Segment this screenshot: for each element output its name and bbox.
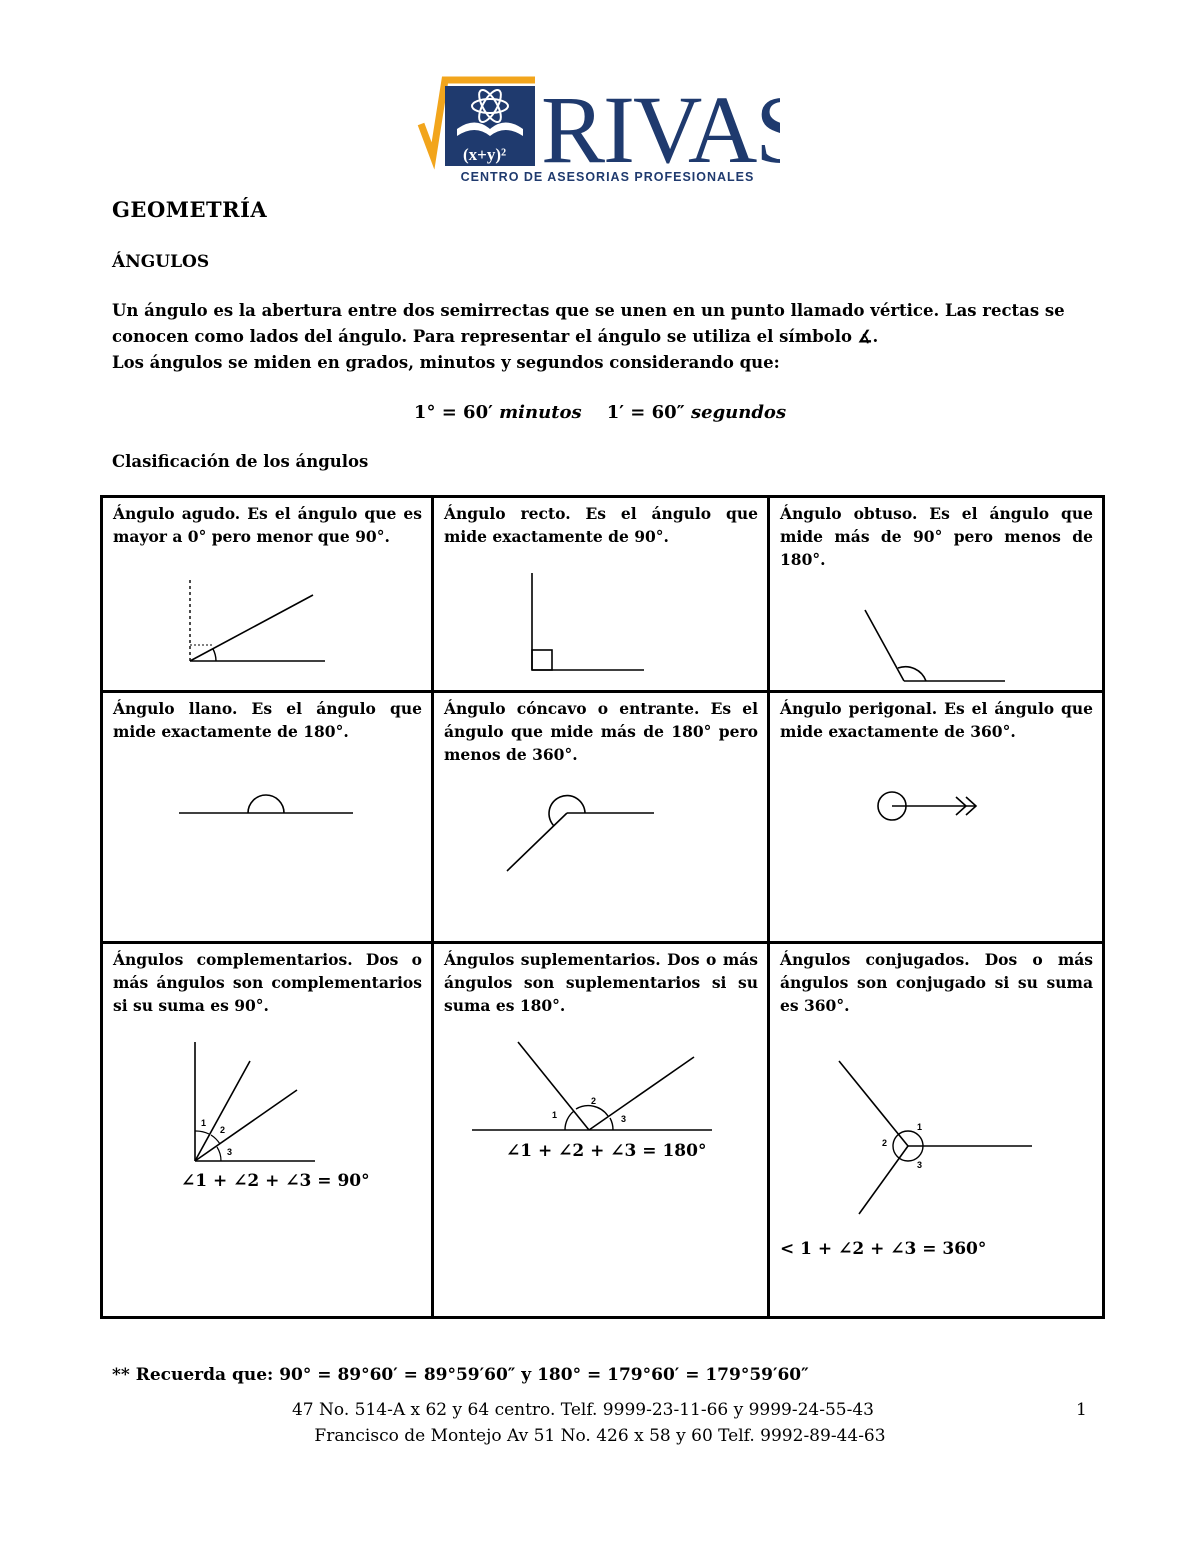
- angle-label-2: 2: [591, 1095, 597, 1106]
- angle-label-1: 1: [917, 1121, 923, 1132]
- logo-brand: RIVA: [541, 76, 756, 174]
- formula-unit-2: segundos: [691, 402, 787, 423]
- perigonal-text: Ángulo perigonal. Es el ángulo que mide exactamente de 360°.: [780, 698, 1093, 741]
- angle-label-2: 2: [220, 1124, 226, 1135]
- angle-label-3: 3: [227, 1146, 233, 1157]
- cell-recto: [433, 497, 769, 692]
- right-angle-figure: [434, 498, 770, 692]
- acute-angle-figure: [103, 498, 434, 692]
- logo-formula: (x+y)²: [463, 145, 507, 164]
- supplementary-angles-figure: [434, 944, 770, 1318]
- recto-text: Ángulo recto. Es el ángulo que mide exactamente de 90°.: [444, 504, 758, 546]
- intro-line-2: Los ángulos se miden en grados, minutos y segundos considerando que:: [112, 353, 780, 372]
- full-angle-figure: [770, 693, 1105, 943]
- complementary-angles-figure: [103, 944, 434, 1318]
- llano-text: Ángulo llano. Es el ángulo que mide exactamente de 180°.: [113, 698, 422, 741]
- rivas-logo-graphic: [415, 74, 780, 174]
- cell-obtuso: [769, 497, 1104, 692]
- classification-heading: Clasificación de los ángulos: [112, 452, 369, 471]
- angle-label-3: 3: [621, 1113, 627, 1124]
- logo-subtitle: CENTRO DE ASESORIAS PROFESIONALES: [460, 170, 755, 184]
- reflex-angle-figure: [434, 693, 770, 943]
- straight-angle-figure: [103, 693, 434, 943]
- cell-conjugados: [769, 942, 1104, 1317]
- angle-label-1: 1: [201, 1117, 207, 1128]
- footer-address-2: Francisco de Montejo Av 51 No. 426 x 58 y 60 Telf. 9992-89-44-63: [314, 1426, 886, 1446]
- formula-part-1: 1° = 60′: [413, 402, 493, 423]
- obtuso-text: Ángulo obtuso. Es el ángulo que mide más de 90° pero menos de 180°.: [780, 504, 1093, 569]
- suplementarios-equation: ∠1 + ∠2 + ∠3 = 180°: [506, 1140, 707, 1161]
- conjugados-equation: < 1 + ∠2 + ∠3 = 360°: [780, 1238, 987, 1259]
- cell-agudo: [102, 497, 433, 692]
- complementarios-equation: ∠1 + ∠2 + ∠3 = 90°: [181, 1170, 370, 1191]
- angle-label-2: 2: [882, 1137, 888, 1148]
- angle-label-3: 3: [917, 1159, 923, 1170]
- conversion-formula: [0, 402, 1200, 423]
- cell-suplementarios: [433, 942, 769, 1317]
- page-number: 1: [1076, 1400, 1087, 1420]
- footer-address-1: 47 No. 514-A x 62 y 64 centro. Telf. 9999-23-11-66 y 9999-24-55-43: [291, 1400, 875, 1420]
- cell-llano: [102, 691, 433, 942]
- section-title: ÁNGULOS: [112, 252, 210, 272]
- suplementarios-text: Ángulos suplementarios. Dos o más ángulos son suplementarios si su suma es 180°.: [444, 949, 758, 1015]
- conjugate-angles-figure: [770, 944, 1105, 1318]
- intro-line-1: Un ángulo es la abertura entre dos semirrectas que se unen en un punto llamado vértice. Las rectas se conocen como lados del ángulo. Para representar el ángulo se utiliza el símbolo ∡.: [112, 301, 1065, 346]
- agudo-text: Ángulo agudo. Es el ángulo que es mayor a 0° pero menor que 90°.: [113, 504, 422, 546]
- cell-complementarios: [102, 942, 433, 1317]
- angle-label-1: 1: [552, 1109, 558, 1120]
- page-title: GEOMETRÍA: [112, 197, 268, 222]
- rivas-logo: [415, 74, 780, 189]
- conjugados-text: Ángulos conjugados. Dos o más ángulos son conjugado si su suma es 360°.: [780, 949, 1093, 1015]
- concavo-text: Ángulo cóncavo o entrante. Es el ángulo que mide más de 180° pero menos de 360°.: [444, 698, 758, 764]
- obtuse-angle-figure: [770, 498, 1105, 692]
- angle-classification-table: [100, 495, 1105, 1319]
- cell-concavo: [433, 691, 769, 942]
- reminder-note: ** Recuerda que: 90° = 89°60′ = 89°59′60″ y 180° = 179°60′ = 179°59′60″: [112, 1365, 809, 1385]
- complementarios-text: Ángulos complementarios. Dos o más ángulos son complementarios si su suma es 90°.: [113, 949, 422, 1015]
- formula-unit-1: minutos: [499, 402, 582, 423]
- intro-paragraph: [112, 298, 1097, 376]
- formula-part-2: 1′ = 60″: [606, 402, 685, 423]
- cell-perigonal: [769, 691, 1104, 942]
